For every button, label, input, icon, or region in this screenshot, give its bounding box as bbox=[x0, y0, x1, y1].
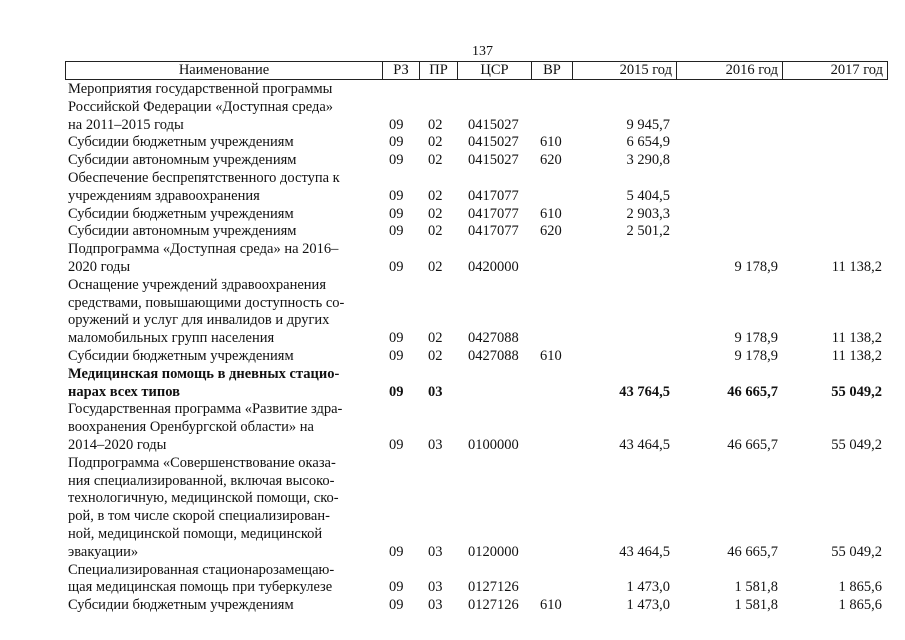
row-name: Оснащение учреждений здравоохранения средствами, повышающими доступность со- оружений и услуг для инвалидов и других маломобильных групп населения bbox=[68, 276, 345, 347]
row-csr: 0420000 bbox=[468, 258, 519, 275]
row-csr: 0415027 bbox=[468, 134, 519, 151]
row-value-2017 bbox=[786, 133, 882, 151]
row-vr: 620 bbox=[540, 223, 562, 240]
row-rz: 09 bbox=[389, 258, 404, 275]
row-csr: 0417077 bbox=[468, 187, 519, 204]
row-name: Мероприятия государственной программы Российской Федерации «Доступная среда» на 2011–2015 годы bbox=[68, 81, 334, 133]
row-name: Субсидии бюджетным учреждениям bbox=[68, 205, 294, 222]
row-csr: 0415027 bbox=[468, 152, 519, 169]
row-csr: 0100000 bbox=[468, 436, 519, 453]
row-vr bbox=[540, 578, 576, 596]
row-value-2015 bbox=[575, 347, 670, 365]
row-csr: 0120000 bbox=[468, 543, 519, 560]
header-2015: 2015 год bbox=[573, 62, 677, 79]
row-pr: 02 bbox=[428, 348, 443, 364]
row-rz: 09 bbox=[389, 152, 404, 169]
row-csr: 0417077 bbox=[468, 223, 519, 240]
row-rz: 09 bbox=[389, 134, 404, 151]
row-value-2015: 43 464,5 bbox=[619, 436, 670, 453]
row-value-2015: 3 290,8 bbox=[626, 152, 670, 169]
row-value-2015: 1 473,0 bbox=[626, 597, 670, 614]
table-row bbox=[0, 241, 905, 277]
row-pr: 02 bbox=[428, 134, 443, 151]
table-row bbox=[0, 81, 905, 134]
row-vr bbox=[540, 543, 576, 561]
row-vr bbox=[540, 258, 576, 276]
row-vr bbox=[540, 436, 576, 454]
table-row bbox=[0, 366, 905, 402]
row-value-2016 bbox=[680, 222, 778, 240]
row-name: Субсидии бюджетным учреждениям bbox=[68, 597, 294, 614]
row-rz: 09 bbox=[389, 187, 404, 204]
row-value-2016 bbox=[680, 151, 778, 169]
row-rz: 09 bbox=[389, 348, 404, 364]
row-csr: 0415027 bbox=[468, 116, 519, 133]
row-csr: 0127126 bbox=[468, 579, 519, 596]
row-pr: 02 bbox=[428, 330, 443, 347]
row-rz: 09 bbox=[389, 383, 404, 400]
row-value-2016: 1 581,8 bbox=[734, 579, 778, 596]
row-name: Субсидии бюджетным учреждениям bbox=[68, 134, 294, 151]
row-rz: 09 bbox=[389, 116, 404, 133]
table-row bbox=[0, 170, 905, 206]
row-value-2016: 1 581,8 bbox=[734, 597, 778, 614]
header-2016: 2016 год bbox=[677, 62, 783, 79]
row-pr: 02 bbox=[428, 116, 443, 133]
row-name: Государственная программа «Развитие здра- воохранения Оренбургской области» на 2014–2020 годы bbox=[68, 401, 343, 453]
row-value-2017: 55 049,2 bbox=[831, 383, 882, 400]
row-name: Субсидии автономным учреждениям bbox=[68, 223, 297, 240]
table-row bbox=[0, 455, 905, 562]
row-value-2017: 55 049,2 bbox=[831, 436, 882, 453]
row-name: Медицинская помощь в дневных стацио- нарах всех типов bbox=[68, 365, 340, 400]
table-row bbox=[0, 223, 905, 241]
table-row bbox=[0, 206, 905, 224]
row-vr: 620 bbox=[540, 152, 562, 169]
row-vr: 610 bbox=[540, 205, 562, 222]
header-rz: РЗ bbox=[383, 62, 420, 79]
row-value-2016: 9 178,9 bbox=[734, 330, 778, 347]
row-value-2015: 5 404,5 bbox=[626, 187, 670, 204]
row-name: Специализированная стационарозамещаю- щая медицинская помощь при туберкулезе bbox=[68, 561, 335, 596]
table-row bbox=[0, 562, 905, 598]
row-csr: 0427088 bbox=[468, 330, 519, 347]
row-name: Подпрограмма «Доступная среда» на 2016– 2020 годы bbox=[68, 241, 339, 275]
row-csr bbox=[468, 383, 538, 401]
row-pr: 03 bbox=[428, 597, 443, 614]
row-rz: 09 bbox=[389, 223, 404, 240]
row-value-2017: 11 138,2 bbox=[831, 330, 882, 347]
row-value-2016: 46 665,7 bbox=[727, 436, 778, 453]
header-2017: 2017 год bbox=[830, 62, 883, 78]
row-name: Субсидии бюджетным учреждениям bbox=[68, 348, 294, 364]
row-vr: 610 bbox=[540, 134, 562, 151]
row-pr: 03 bbox=[428, 436, 443, 453]
row-name: Обеспечение беспрепятственного доступа к учреждениям здравоохранения bbox=[68, 170, 340, 204]
row-pr: 02 bbox=[428, 187, 443, 204]
row-rz: 09 bbox=[389, 579, 404, 596]
row-rz: 09 bbox=[389, 597, 404, 614]
row-csr: 0427088 bbox=[468, 348, 519, 364]
row-pr: 02 bbox=[428, 205, 443, 222]
row-rz: 09 bbox=[389, 330, 404, 347]
header-pr: ПР bbox=[420, 62, 458, 79]
row-value-2017: 11 138,2 bbox=[831, 258, 882, 275]
row-value-2016 bbox=[680, 205, 778, 223]
table-row bbox=[0, 152, 905, 170]
header-vr: ВР bbox=[532, 62, 573, 79]
row-vr bbox=[540, 187, 576, 205]
row-value-2015: 9 945,7 bbox=[626, 116, 670, 133]
row-rz: 09 bbox=[389, 436, 404, 453]
row-value-2017: 1 865,6 bbox=[838, 579, 882, 596]
table-row bbox=[0, 277, 905, 348]
row-vr bbox=[540, 383, 576, 401]
table-row bbox=[0, 597, 905, 615]
row-value-2017: 1 865,6 bbox=[838, 597, 882, 614]
row-pr: 03 bbox=[428, 383, 443, 400]
row-pr: 03 bbox=[428, 543, 443, 560]
row-pr: 02 bbox=[428, 152, 443, 169]
row-value-2015: 6 654,9 bbox=[626, 134, 670, 151]
row-value-2016: 9 178,9 bbox=[734, 348, 778, 364]
row-value-2017: 55 049,2 bbox=[831, 543, 882, 560]
row-name: Субсидии автономным учреждениям bbox=[68, 152, 297, 169]
header-name: Наименование bbox=[66, 62, 383, 79]
table-header bbox=[65, 61, 888, 80]
row-csr: 0417077 bbox=[468, 205, 519, 222]
row-value-2017 bbox=[786, 222, 882, 240]
row-value-2015: 1 473,0 bbox=[626, 579, 670, 596]
row-value-2015: 43 464,5 bbox=[619, 543, 670, 560]
page-number: 137 bbox=[472, 44, 493, 59]
row-value-2017 bbox=[786, 116, 882, 134]
row-value-2016 bbox=[680, 187, 778, 205]
row-value-2017 bbox=[786, 151, 882, 169]
row-vr bbox=[540, 116, 576, 134]
row-name: Подпрограмма «Совершенствование оказа- ния специализированной, включая высоко- технологичную, медицинской помощи, ско- рой, в том числе скорой специализирован- ной, медицинской помощи, медицинской эвакуации» bbox=[68, 454, 339, 560]
row-value-2016: 46 665,7 bbox=[727, 383, 778, 400]
row-value-2015: 2 903,3 bbox=[626, 205, 670, 222]
row-rz: 09 bbox=[389, 205, 404, 222]
row-value-2016: 9 178,9 bbox=[734, 258, 778, 275]
table-row bbox=[0, 401, 905, 454]
row-value-2015 bbox=[575, 329, 670, 347]
table-row bbox=[0, 134, 905, 152]
row-pr: 02 bbox=[428, 258, 443, 275]
table-row bbox=[0, 348, 905, 366]
row-pr: 02 bbox=[428, 223, 443, 240]
row-value-2017: 11 138,2 bbox=[831, 348, 882, 364]
row-value-2015: 43 764,5 bbox=[619, 383, 670, 400]
row-value-2015: 2 501,2 bbox=[626, 223, 670, 240]
row-rz: 09 bbox=[389, 543, 404, 560]
row-value-2016 bbox=[680, 133, 778, 151]
row-csr: 0127126 bbox=[468, 597, 519, 614]
row-value-2015 bbox=[575, 258, 670, 276]
header-csr: ЦСР bbox=[458, 62, 532, 79]
row-value-2017 bbox=[786, 205, 882, 223]
row-pr: 03 bbox=[428, 579, 443, 596]
row-value-2017 bbox=[786, 187, 882, 205]
row-vr: 610 bbox=[540, 597, 562, 614]
row-vr bbox=[540, 329, 576, 347]
row-value-2016: 46 665,7 bbox=[727, 543, 778, 560]
row-vr: 610 bbox=[540, 348, 562, 364]
row-value-2016 bbox=[680, 116, 778, 134]
